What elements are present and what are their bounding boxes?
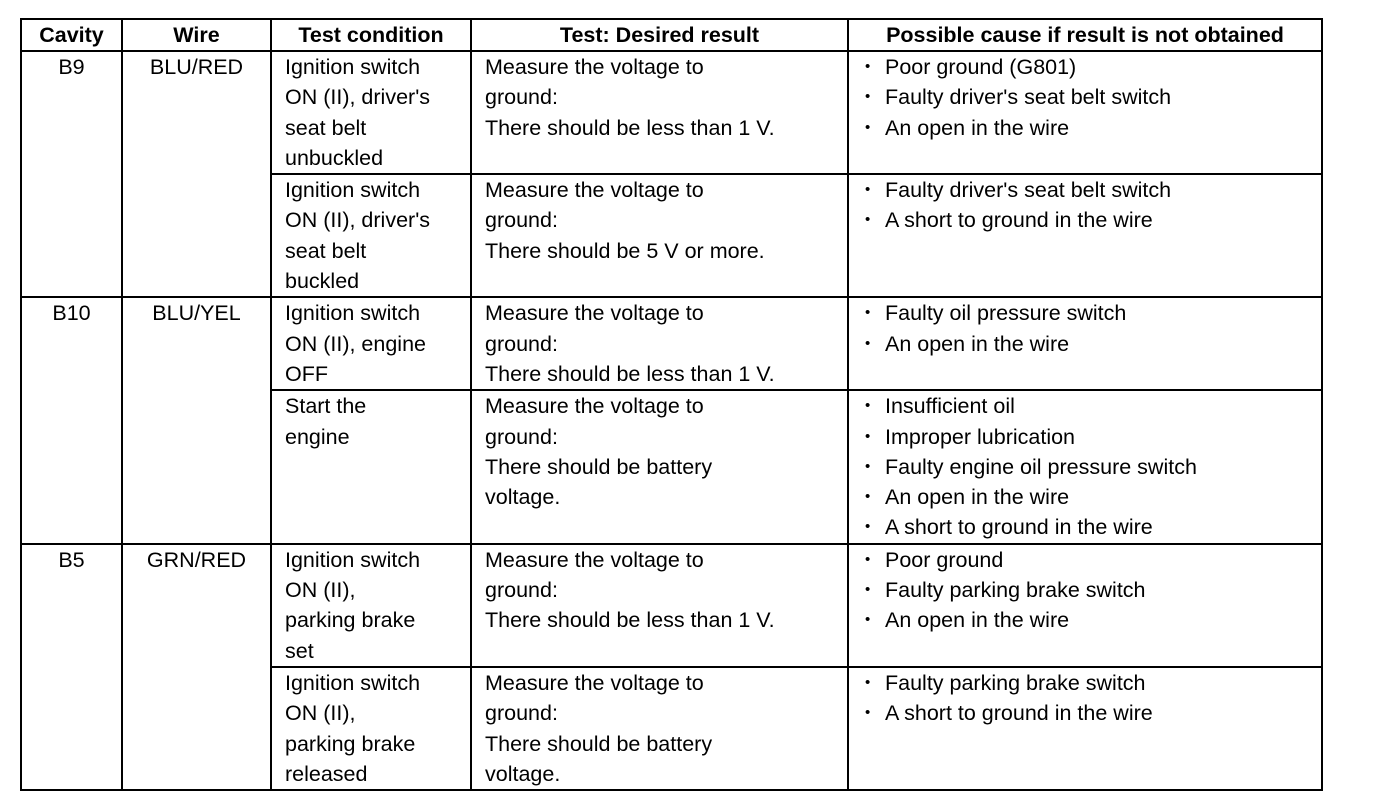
text-line: ground: <box>485 208 558 233</box>
cause-item: • An open in the wire <box>863 329 1321 359</box>
text-line: voltage. <box>485 485 561 510</box>
text-line: Measure the voltage to <box>485 394 704 419</box>
test-condition-cell <box>271 390 471 543</box>
test-condition-cell <box>271 51 471 174</box>
table-row <box>21 544 1322 667</box>
desired-result-cell <box>471 390 848 543</box>
wire-cell: GRN/RED <box>122 544 271 790</box>
cause-list <box>863 52 1321 143</box>
text-line: Measure the voltage to <box>485 301 704 326</box>
cavity-cell: B9 <box>21 51 122 297</box>
text-line: There should be battery <box>485 731 713 756</box>
cause-list <box>863 175 1321 236</box>
text-line: seat belt <box>285 115 367 140</box>
text-line: ground: <box>485 701 558 726</box>
text-line: Ignition switch <box>285 178 421 203</box>
cause-item: • Poor ground (G801) <box>863 52 1321 82</box>
table-row <box>21 297 1322 390</box>
header-desired-result: Test: Desired result <box>471 19 848 51</box>
desired-result-cell <box>471 667 848 790</box>
header-row <box>21 19 1322 51</box>
text-line: ground: <box>485 578 558 603</box>
text-line: released <box>285 761 368 786</box>
text-line: seat belt <box>285 238 367 263</box>
text-line: There should be less than 1 V. <box>485 115 775 140</box>
diagnostic-table <box>20 18 1323 791</box>
text-line: ON (II), <box>285 578 356 603</box>
text-line: Start the <box>285 394 367 419</box>
text-line: Ignition switch <box>285 670 421 695</box>
cavity-cell: B10 <box>21 297 122 543</box>
desired-result-cell <box>471 174 848 297</box>
desired-result-cell <box>471 544 848 667</box>
text-line: buckled <box>285 269 360 294</box>
possible-cause-cell <box>848 667 1322 790</box>
cause-item: • Insufficient oil <box>863 391 1321 421</box>
cause-item: • Improper lubrication <box>863 422 1321 452</box>
cause-item: • An open in the wire <box>863 113 1321 143</box>
text-line: There should be battery <box>485 454 713 479</box>
text-line: Ignition switch <box>285 301 421 326</box>
cause-list <box>863 668 1321 729</box>
cavity-cell: B5 <box>21 544 122 790</box>
cause-item: • Poor ground <box>863 545 1321 575</box>
text-line: Measure the voltage to <box>485 55 704 79</box>
cause-item: • Faulty driver's seat belt switch <box>863 175 1321 205</box>
text-line: ground: <box>485 424 558 449</box>
text-line: parking brake <box>285 608 416 633</box>
text-line: set <box>285 638 314 663</box>
test-condition-cell <box>271 667 471 790</box>
text-line: voltage. <box>485 761 561 786</box>
test-condition-cell <box>271 297 471 390</box>
desired-result-cell <box>471 51 848 174</box>
text-line: unbuckled <box>285 145 384 170</box>
table-row <box>21 51 1322 174</box>
text-line: There should be 5 V or more. <box>485 238 765 263</box>
text-line: parking brake <box>285 731 416 756</box>
cause-list <box>863 391 1321 542</box>
cause-item: • Faulty engine oil pressure switch <box>863 452 1321 482</box>
header-wire: Wire <box>122 19 271 51</box>
text-line: ground: <box>485 85 558 110</box>
text-line: ground: <box>485 331 558 356</box>
text-line: There should be less than 1 V. <box>485 608 775 633</box>
text-line: OFF <box>285 361 328 386</box>
cause-item: • A short to ground in the wire <box>863 512 1321 542</box>
header-cavity: Cavity <box>21 19 122 51</box>
cause-item: • Faulty parking brake switch <box>863 668 1321 698</box>
wire-cell: BLU/YEL <box>122 297 271 543</box>
text-line: ON (II), <box>285 701 356 726</box>
table-body <box>21 51 1322 790</box>
test-condition-cell <box>271 544 471 667</box>
text-line: ON (II), driver's <box>285 85 431 110</box>
possible-cause-cell <box>848 174 1322 297</box>
cause-item: • An open in the wire <box>863 605 1321 635</box>
cause-item: • Faulty oil pressure switch <box>863 298 1321 328</box>
wire-cell: BLU/RED <box>122 51 271 297</box>
cause-item: • A short to ground in the wire <box>863 205 1321 235</box>
cause-list <box>863 298 1321 359</box>
text-line: Ignition switch <box>285 55 421 79</box>
text-line: There should be less than 1 V. <box>485 361 775 386</box>
possible-cause-cell <box>848 51 1322 174</box>
cause-item: • Faulty parking brake switch <box>863 575 1321 605</box>
text-line: ON (II), driver's <box>285 208 431 233</box>
cause-list <box>863 545 1321 636</box>
cause-item: • Faulty driver's seat belt switch <box>863 82 1321 112</box>
possible-cause-cell <box>848 297 1322 390</box>
text-line: ON (II), engine <box>285 331 426 356</box>
test-condition-cell <box>271 174 471 297</box>
text-line: Measure the voltage to <box>485 547 704 572</box>
desired-result-cell <box>471 297 848 390</box>
text-line: Measure the voltage to <box>485 178 704 203</box>
cause-item: • A short to ground in the wire <box>863 698 1321 728</box>
header-possible-cause: Possible cause if result is not obtained <box>848 19 1322 51</box>
text-line: engine <box>285 424 350 449</box>
header-test-condition: Test condition <box>271 19 471 51</box>
possible-cause-cell <box>848 390 1322 543</box>
text-line: Measure the voltage to <box>485 670 704 695</box>
text-line: Ignition switch <box>285 547 421 572</box>
cause-item: • An open in the wire <box>863 482 1321 512</box>
possible-cause-cell <box>848 544 1322 667</box>
